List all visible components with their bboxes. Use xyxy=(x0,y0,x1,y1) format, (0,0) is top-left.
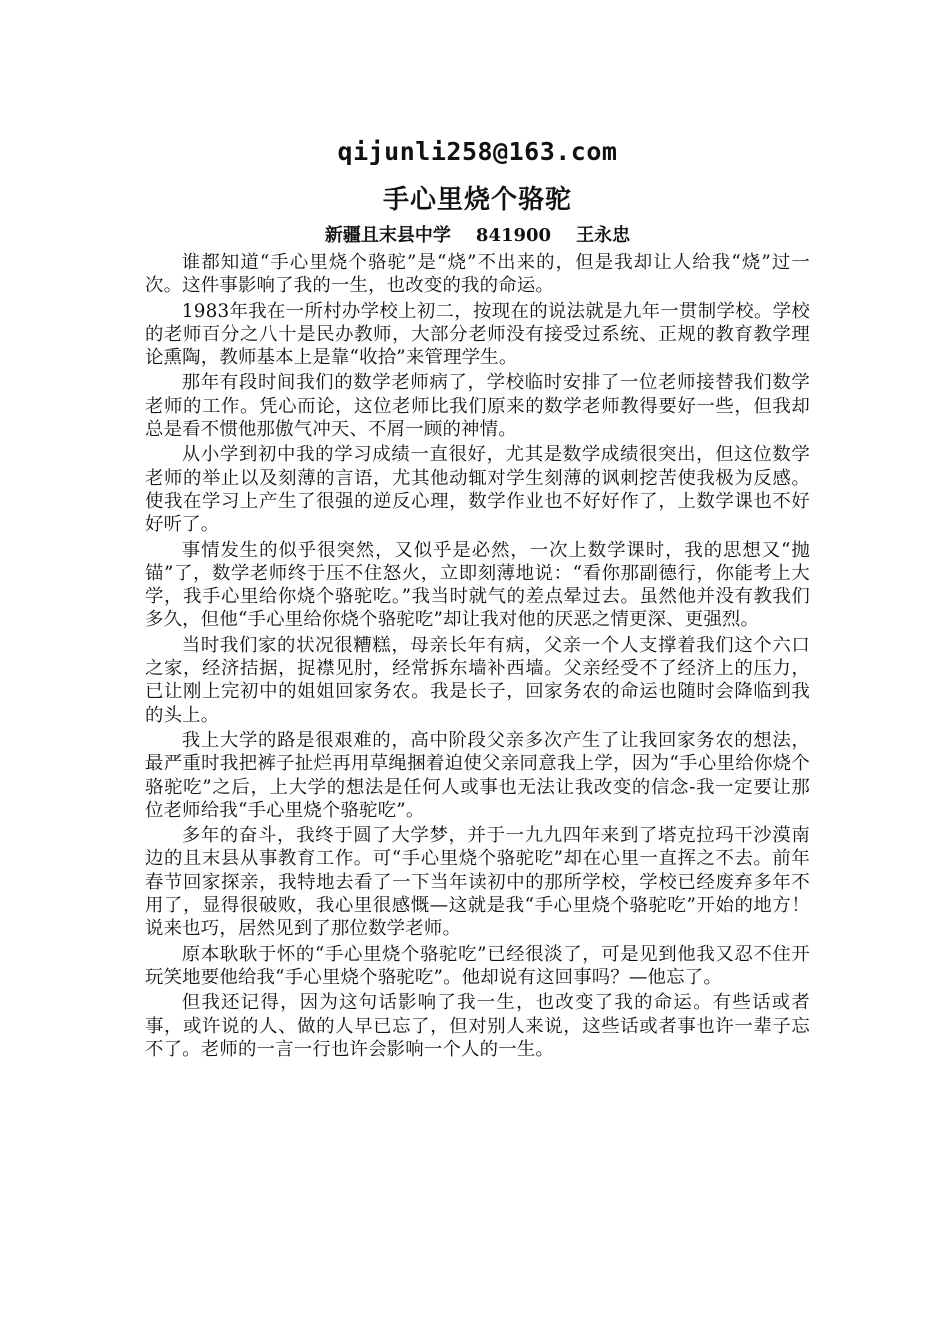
paragraph: 那年有段时间我们的数学老师病了，学校临时安排了一位老师接替我们数学老师的工作。凭心而论，这位老师比我们原来的数学老师教得要好一些，但我却总是看不惯他那傲气冲天、不屑一顾的神情。 xyxy=(145,372,810,441)
paragraph: 1983年我在一所村办学校上初二，按现在的说法就是九年一贯制学校。学校的老师百分之八十是民办教师，大部分老师没有接受过系统、正规的教育教学理论熏陶，教师基本上是靠“收拾”来管理学生。 xyxy=(145,300,810,369)
paragraph: 我上大学的路是很艰难的，高中阶段父亲多次产生了让我回家务农的想法，最严重时我把裤子扯烂再用草绳捆着迫使父亲同意我上学，因为“手心里给你烧个骆驼吃”之后，上大学的想法是任何人或事也无法让我改变的信念-我一定要让那位老师给我“手心里烧个骆驼吃”。 xyxy=(145,729,810,821)
author-byline: 新疆且末县中学 841900 王永忠 xyxy=(324,225,631,246)
document-page xyxy=(145,130,810,1063)
paragraph: 从小学到初中我的学习成绩一直很好，尤其是数学成绩很突出，但这位数学老师的举止以及刻薄的言语，尤其他动辄对学生刻薄的讽刺挖苦使我极为反感。使我在学习上产生了很强的逆反心理，数学作业也不好好作了，上数学课也不好好听了。 xyxy=(145,444,810,536)
paragraph: 事情发生的似乎很突然，又似乎是必然，一次上数学课时，我的思想又“抛锚”了，数学老师终于压不住怒火，立即刻薄地说：“看你那副德行，你能考上大学，我手心里给你烧个骆驼吃。”我当时就气的差点晕过去。虽然他并没有教我们多久，但他“手心里给你烧个骆驼吃”却让我对他的厌恶之情更深、更强烈。 xyxy=(145,539,810,631)
article-title: 手心里烧个骆驼 xyxy=(382,185,572,215)
paragraph: 当时我们家的状况很糟糕，母亲长年有病，父亲一个人支撑着我们这个六口之家，经济拮据，捉襟见肘，经常拆东墙补西墙。父亲经受不了经济上的压力，已让刚上完初中的姐姐回家务农。我是长子，回家务农的命运也随时会降临到我的头上。 xyxy=(145,634,810,726)
paragraph: 谁都知道“手心里烧个骆驼”是“烧”不出来的，但是我却让人给我“烧”过一次。这件事影响了我的一生，也改变的我的命运。 xyxy=(145,252,810,297)
author-email: qijunli258@163.com xyxy=(337,137,618,166)
paragraph: 但我还记得，因为这句话影响了我一生，也改变了我的命运。有些话或者事，或许说的人、做的人早已忘了，但对别人来说，这些话或者事也许一辈子忘不了。老师的一言一行也许会影响一个人的一生。 xyxy=(145,992,810,1060)
paragraph: 原本耿耿于怀的“手心里烧个骆驼吃”已经很淡了，可是见到他我又忍不住开玩笑地要他给我“手心里烧个骆驼吃”。他却说有这回事吗？—他忘了。 xyxy=(145,943,810,988)
paragraph: 多年的奋斗，我终于圆了大学梦，并于一九九四年来到了塔克拉玛干沙漠南边的且末县从事教育工作。可“手心里烧个骆驼吃”却在心里一直挥之不去。前年春节回家探亲，我特地去看了一下当年读初中的那所学校，学校已经废弃多年不用了，显得很破败，我心里很感慨—这就是我“手心里烧个骆驼吃”开始的地方！说来也巧，居然见到了那位数学老师。 xyxy=(145,825,810,940)
article-body xyxy=(145,251,810,1061)
